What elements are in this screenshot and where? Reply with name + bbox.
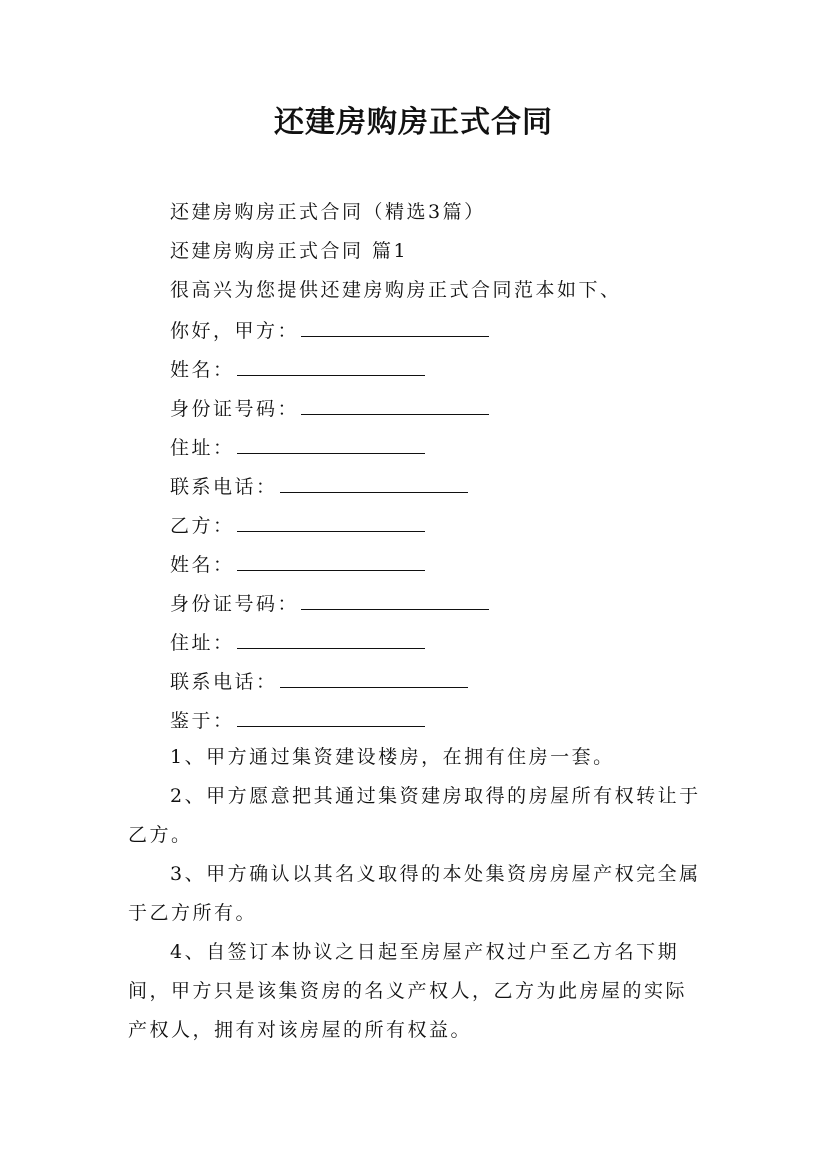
blank-line [280, 667, 468, 688]
blank-line [237, 511, 425, 532]
field-label: 住址： [170, 632, 235, 654]
blank-line [301, 316, 489, 337]
field-label: 乙方： [170, 515, 235, 537]
field-label: 鉴于： [170, 710, 235, 732]
form-field [170, 433, 425, 461]
field-label: 住址： [170, 437, 235, 459]
document-title: 还建房购房正式合同 [274, 105, 553, 140]
form-field [170, 589, 489, 617]
form-field [170, 550, 425, 578]
field-label: 你好，甲方： [170, 320, 300, 342]
intro-line: 很高兴为您提供还建房购房正式合同范本如下、 [170, 279, 622, 301]
clause-paragraph: 2、甲方愿意把其通过集资建房取得的房屋所有权转让于乙方。 [128, 785, 701, 846]
blank-line [301, 589, 489, 610]
blank-line [237, 355, 425, 376]
blank-line [237, 433, 425, 454]
form-field [170, 355, 425, 383]
field-label: 姓名： [170, 554, 235, 576]
form-field [170, 394, 489, 422]
field-label: 身份证号码： [170, 398, 300, 420]
form-field [170, 511, 425, 539]
clause-paragraph: 4、自签订本协议之日起至房屋产权过户至乙方名下期间，甲方只是该集资房的名义产权人，乙方为此房屋的实际产权人，拥有对该房屋的所有权益。 [128, 941, 688, 1041]
field-label: 联系电话： [170, 671, 278, 693]
field-label: 联系电话： [170, 476, 278, 498]
form-field [170, 316, 489, 344]
field-label: 身份证号码： [170, 593, 300, 615]
intro-line: 还建房购房正式合同 篇1 [170, 240, 409, 262]
blank-line [301, 394, 489, 415]
blank-line [237, 628, 425, 649]
intro-line: 还建房购房正式合同（精选3篇） [170, 201, 486, 223]
form-field [170, 706, 425, 734]
blank-line [280, 472, 468, 493]
form-field [170, 667, 468, 695]
blank-line [237, 550, 425, 571]
field-label: 姓名： [170, 359, 235, 381]
form-field [170, 628, 425, 656]
blank-line [237, 706, 425, 727]
form-field [170, 472, 468, 500]
clause-paragraph: 3、甲方确认以其名义取得的本处集资房房屋产权完全属于乙方所有。 [128, 863, 701, 924]
clause-paragraph: 1、甲方通过集资建设楼房，在拥有住房一套。 [170, 746, 615, 768]
